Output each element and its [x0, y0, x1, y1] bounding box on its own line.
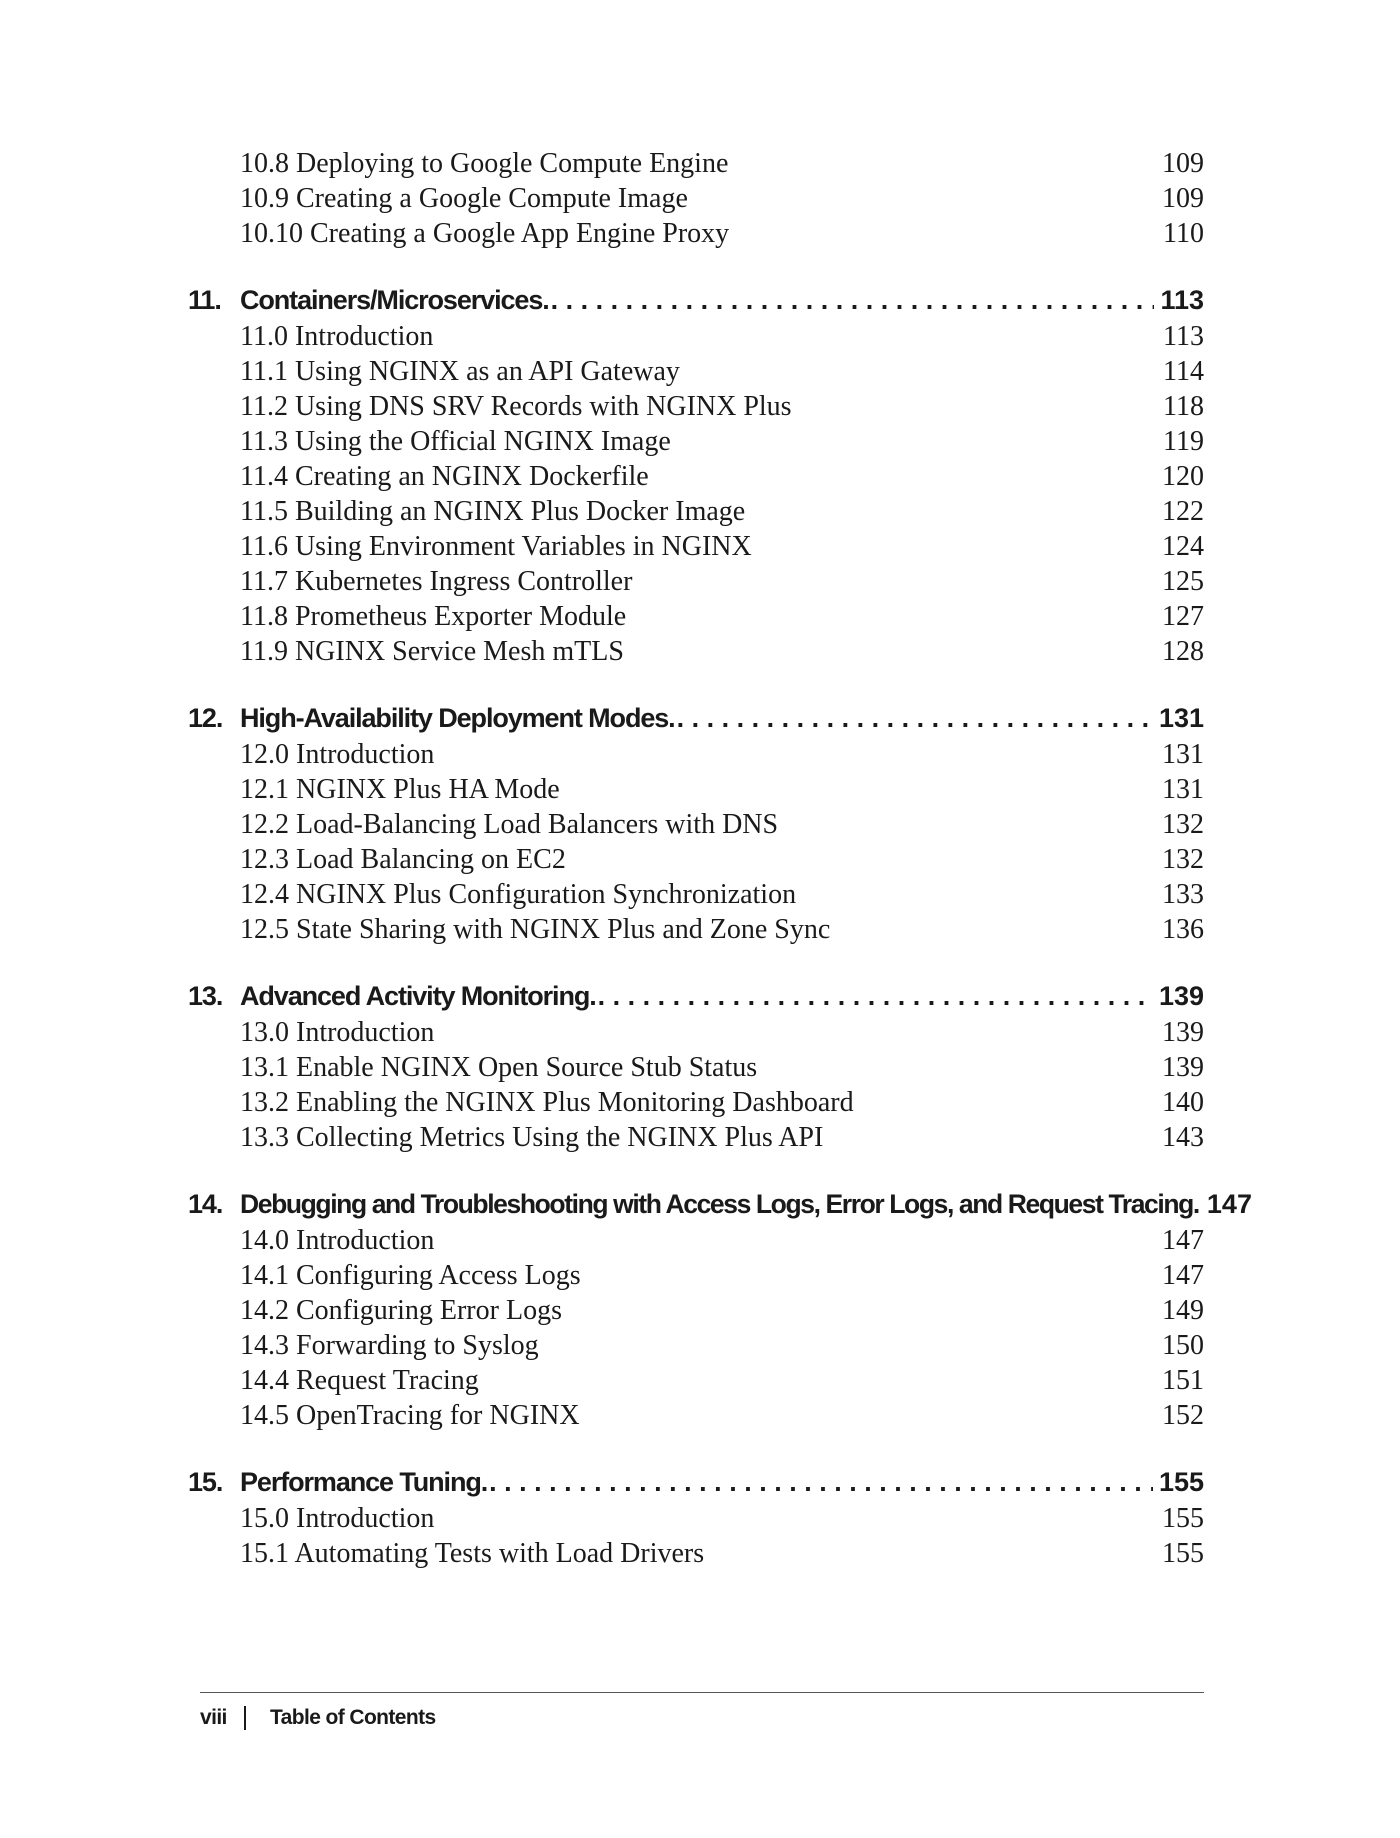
toc-page-number: 118 [1163, 391, 1204, 422]
toc-page-number: 150 [1162, 1330, 1204, 1361]
toc-chapter-entry [188, 699, 1204, 737]
toc-section-entry [188, 494, 1204, 529]
section-title: 14.0 Introduction [240, 1225, 435, 1256]
toc-section-entry [188, 1050, 1204, 1085]
section-title: 11.3 Using the Official NGINX Image [240, 426, 671, 457]
toc-page-number: 155 [1162, 1538, 1204, 1569]
toc-section-entry [188, 772, 1204, 807]
toc-section-entry [188, 424, 1204, 459]
toc-page-number: 147 [1162, 1225, 1204, 1256]
toc-page-number: 119 [1163, 426, 1204, 457]
toc-page-number: 110 [1163, 218, 1204, 249]
section-title: 13.1 Enable NGINX Open Source Stub Status [240, 1052, 758, 1083]
toc-page-number: 147 [1206, 1189, 1252, 1219]
toc-section-entry [188, 1293, 1204, 1328]
section-title: 12.2 Load-Balancing Load Balancers with DNS [240, 809, 779, 840]
toc-section-entry [188, 354, 1204, 389]
toc-page-number: 149 [1162, 1295, 1204, 1326]
toc-page-number: 131 [1158, 703, 1204, 733]
toc-page-number: 140 [1162, 1087, 1204, 1118]
toc-page-number: 124 [1162, 531, 1204, 562]
section-title: 12.5 State Sharing with NGINX Plus and Zone Sync [240, 914, 831, 945]
toc-page-number: 136 [1162, 914, 1204, 945]
chapter-number: 14. [188, 1189, 223, 1219]
toc-page-number: 128 [1162, 636, 1204, 667]
section-title: 13.2 Enabling the NGINX Plus Monitoring Dashboard [240, 1087, 854, 1118]
section-title: 10.10 Creating a Google App Engine Proxy [240, 218, 730, 249]
table-of-contents [188, 146, 1252, 1571]
chapter-number: 11. [188, 285, 221, 315]
toc-section-entry [188, 1328, 1204, 1363]
chapter-title: Debugging and Troubleshooting with Access Logs, Error Logs, and Request Tracing. [240, 1189, 1199, 1219]
toc-section-entry [188, 181, 1204, 216]
toc-section-entry [188, 912, 1204, 947]
section-title: 11.2 Using DNS SRV Records with NGINX Plus [240, 391, 792, 422]
toc-section-entry [188, 1258, 1204, 1293]
toc-section-entry [188, 1120, 1204, 1155]
toc-page-number: 125 [1162, 566, 1204, 597]
toc-page-number: 113 [1163, 321, 1204, 352]
toc-section-entry [188, 1501, 1204, 1536]
section-title: 12.1 NGINX Plus HA Mode [240, 774, 560, 805]
section-title: 12.0 Introduction [240, 739, 435, 770]
section-title: 12.4 NGINX Plus Configuration Synchronization [240, 879, 797, 910]
running-title: Table of Contents [270, 1706, 436, 1729]
footer-separator [244, 1706, 246, 1730]
chapter-title: Containers/Microservices. [240, 285, 549, 315]
toc-section-entry [188, 1015, 1204, 1050]
chapter-number: 15. [188, 1467, 223, 1497]
section-title: 11.6 Using Environment Variables in NGINX [240, 531, 752, 562]
section-title: 11.9 NGINX Service Mesh mTLS [240, 636, 624, 667]
toc-section-entry [188, 807, 1204, 842]
toc-page-number: 143 [1162, 1122, 1204, 1153]
toc-section-entry [188, 1085, 1204, 1120]
page-footer [200, 1692, 1204, 1733]
toc-chapter-entry [188, 281, 1204, 319]
section-title: 12.3 Load Balancing on EC2 [240, 844, 566, 875]
toc-section-entry [188, 1223, 1204, 1258]
toc-section-entry [188, 564, 1204, 599]
toc-page-number: 114 [1163, 356, 1204, 387]
toc-section-entry [188, 634, 1204, 669]
toc-page-number: 155 [1158, 1467, 1204, 1497]
section-title: 15.0 Introduction [240, 1503, 435, 1534]
toc-page-number: 139 [1162, 1017, 1204, 1048]
toc-section-entry [188, 877, 1204, 912]
dot-leader [489, 1463, 1153, 1501]
toc-page-number: 155 [1162, 1503, 1204, 1534]
dot-leader [677, 699, 1153, 737]
section-title: 10.9 Creating a Google Compute Image [240, 183, 688, 214]
toc-page-number: 109 [1162, 183, 1204, 214]
chapter-number: 13. [188, 981, 223, 1011]
section-title: 11.7 Kubernetes Ingress Controller [240, 566, 633, 597]
toc-page-number: 151 [1162, 1365, 1204, 1396]
toc-section-entry [188, 842, 1204, 877]
page-folio: viii [200, 1706, 227, 1729]
toc-page-number: 131 [1162, 774, 1204, 805]
dot-leader [598, 977, 1153, 1015]
section-title: 14.2 Configuring Error Logs [240, 1295, 562, 1326]
section-title: 14.4 Request Tracing [240, 1365, 479, 1396]
section-title: 14.1 Configuring Access Logs [240, 1260, 581, 1291]
toc-page-number: 122 [1162, 496, 1204, 527]
section-title: 11.0 Introduction [240, 321, 434, 352]
section-title: 11.1 Using NGINX as an API Gateway [240, 356, 680, 387]
toc-page-number: 109 [1162, 148, 1204, 179]
toc-section-entry [188, 389, 1204, 424]
chapter-title: Advanced Activity Monitoring. [240, 981, 596, 1011]
toc-section-entry [188, 1398, 1204, 1433]
section-title: 13.0 Introduction [240, 1017, 435, 1048]
toc-chapter-entry [188, 977, 1204, 1015]
toc-page-number: 139 [1158, 981, 1204, 1011]
section-title: 14.5 OpenTracing for NGINX [240, 1400, 580, 1431]
section-title: 10.8 Deploying to Google Compute Engine [240, 148, 729, 179]
toc-section-entry [188, 529, 1204, 564]
toc-page-number: 132 [1162, 844, 1204, 875]
toc-chapter-entry [188, 1185, 1252, 1223]
section-title: 11.5 Building an NGINX Plus Docker Image [240, 496, 746, 527]
toc-section-entry [188, 459, 1204, 494]
chapter-title: Performance Tuning. [240, 1467, 488, 1497]
toc-section-entry [188, 1363, 1204, 1398]
toc-chapter-entry [188, 1463, 1204, 1501]
dot-leader [551, 281, 1155, 319]
toc-section-entry [188, 216, 1204, 251]
toc-page-number: 127 [1162, 601, 1204, 632]
toc-section-entry [188, 319, 1204, 354]
toc-page-number: 120 [1162, 461, 1204, 492]
toc-page-number: 133 [1162, 879, 1204, 910]
section-title: 11.4 Creating an NGINX Dockerfile [240, 461, 649, 492]
toc-page-number: 139 [1162, 1052, 1204, 1083]
toc-section-entry [188, 1536, 1204, 1571]
chapter-number: 12. [188, 703, 223, 733]
toc-page-number: 147 [1162, 1260, 1204, 1291]
toc-page-number: 131 [1162, 739, 1204, 770]
section-title: 11.8 Prometheus Exporter Module [240, 601, 627, 632]
toc-page-number: 132 [1162, 809, 1204, 840]
section-title: 13.3 Collecting Metrics Using the NGINX Plus API [240, 1122, 824, 1153]
chapter-title: High-Availability Deployment Modes. [240, 703, 675, 733]
toc-page-number: 113 [1160, 285, 1204, 315]
section-title: 14.3 Forwarding to Syslog [240, 1330, 539, 1361]
toc-page-number: 152 [1162, 1400, 1204, 1431]
toc-section-entry [188, 146, 1204, 181]
toc-section-entry [188, 599, 1204, 634]
toc-section-entry [188, 737, 1204, 772]
section-title: 15.1 Automating Tests with Load Drivers [240, 1538, 705, 1569]
